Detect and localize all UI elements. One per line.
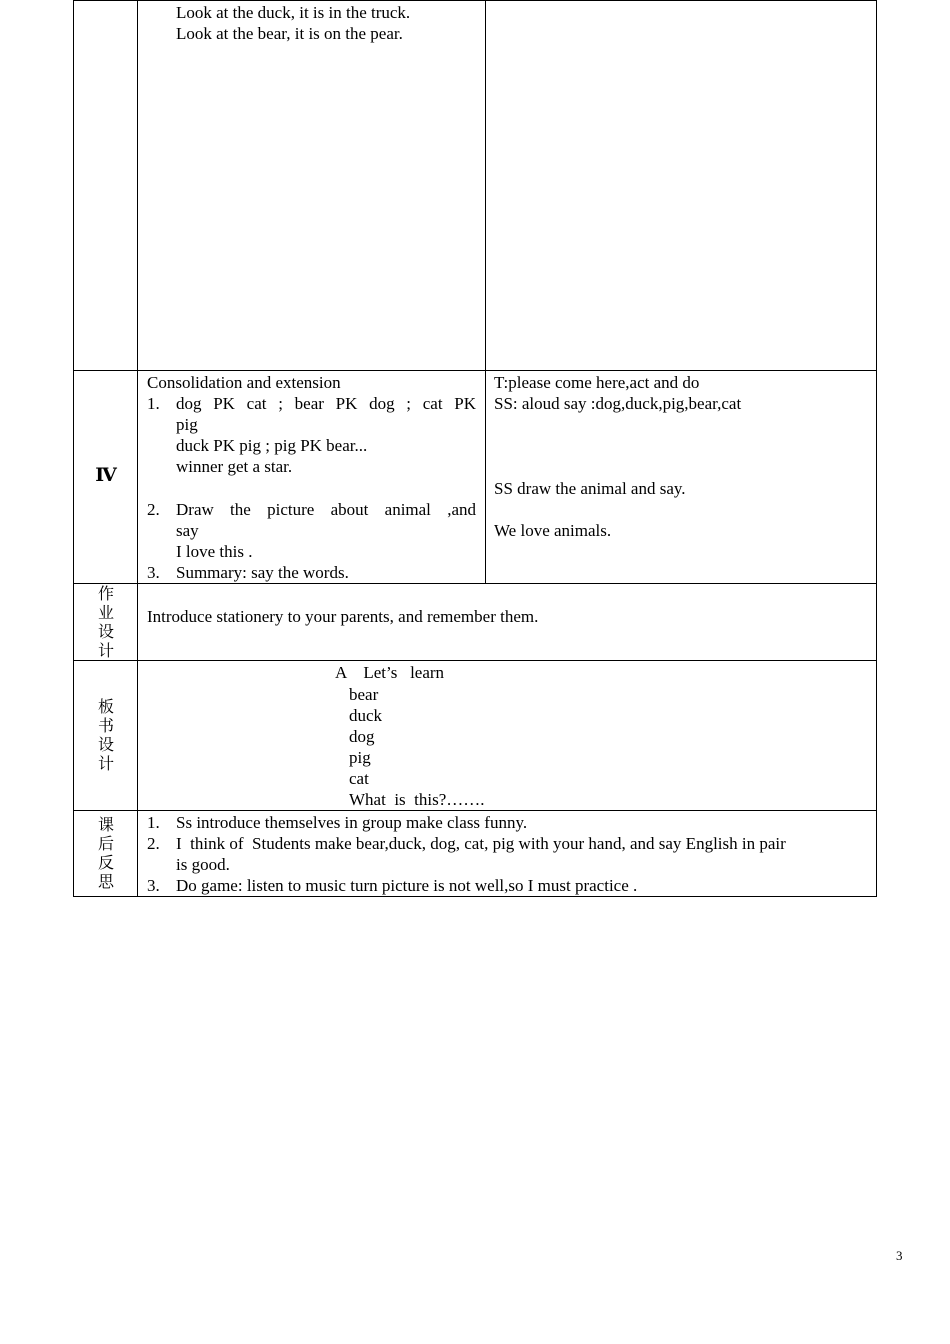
label-char: 课 [97, 815, 114, 834]
reflection-item: I think of Students make bear,duck, dog, cat, pig with your hand, and say English in pair [176, 834, 786, 853]
list-item-text: duck PK pig ; pig PK bear... [176, 436, 368, 455]
label-char: 计 [97, 641, 114, 660]
list-item-text: say [176, 521, 199, 540]
activity-line: We love animals. [494, 521, 612, 540]
activity-line: T:please come here,act and do [494, 373, 700, 392]
homework-text: Introduce stationery to your parents, and remember them. [147, 607, 539, 626]
list-number: 3. [147, 563, 160, 582]
list-item-text: pig [176, 415, 198, 434]
label-char: 设 [97, 735, 114, 754]
table-border-bottom [74, 896, 876, 897]
reflection-item: Do game: listen to music turn picture is not well,so I must practice . [176, 876, 638, 895]
label-char: 计 [97, 754, 114, 773]
board-question: What is this?……. [349, 790, 485, 809]
reflection-item: Ss introduce themselves in group make class funny. [176, 813, 528, 832]
label-char: 书 [97, 716, 114, 735]
list-number: 1. [147, 813, 160, 832]
lesson-plan-table [73, 0, 877, 897]
label-char: 后 [97, 834, 114, 853]
board-word: bear [349, 685, 379, 704]
board-word: dog [349, 727, 375, 746]
content-line: Look at the bear, it is on the pear. [176, 24, 403, 43]
label-char: 设 [97, 622, 114, 641]
label-char: 作 [97, 584, 114, 603]
stage-title: Consolidation and extension [147, 373, 341, 392]
reflection-item: is good. [176, 855, 230, 874]
reflection-label [74, 815, 138, 891]
list-item-text: I love this . [176, 542, 253, 561]
list-item-text: Summary: say the words. [176, 563, 349, 582]
label-char: 业 [97, 603, 114, 622]
list-number: 1. [147, 394, 160, 413]
label-char: 反 [97, 853, 114, 872]
list-number: 2. [147, 500, 160, 519]
homework-label [74, 584, 138, 660]
list-number: 3. [147, 876, 160, 895]
board-label [74, 697, 138, 773]
row-divider [74, 810, 876, 811]
list-item-text: winner get a star. [176, 457, 293, 476]
row-divider [74, 660, 876, 661]
row-divider [74, 583, 876, 584]
label-char: 板 [97, 697, 114, 716]
content-line: Look at the duck, it is in the truck. [176, 3, 411, 22]
activity-column-divider [485, 0, 486, 583]
board-word: duck [349, 706, 383, 725]
list-number: 2. [147, 834, 160, 853]
row-divider [74, 370, 876, 371]
board-word: cat [349, 769, 369, 788]
stage-label: Ⅳ [95, 465, 117, 486]
list-item-text: Draw the picture about animal ,and [176, 500, 476, 519]
list-item-text: dog PK cat ; bear PK dog ; cat PK [176, 394, 476, 413]
activity-line: SS: aloud say :dog,duck,pig,bear,cat [494, 394, 742, 413]
activity-line: SS draw the animal and say. [494, 479, 686, 498]
page-number: 3 [896, 1248, 903, 1263]
board-heading: A Let’s learn [335, 663, 445, 682]
board-word: pig [349, 748, 371, 767]
label-char: 思 [97, 872, 114, 891]
table-border-top [74, 0, 876, 1]
